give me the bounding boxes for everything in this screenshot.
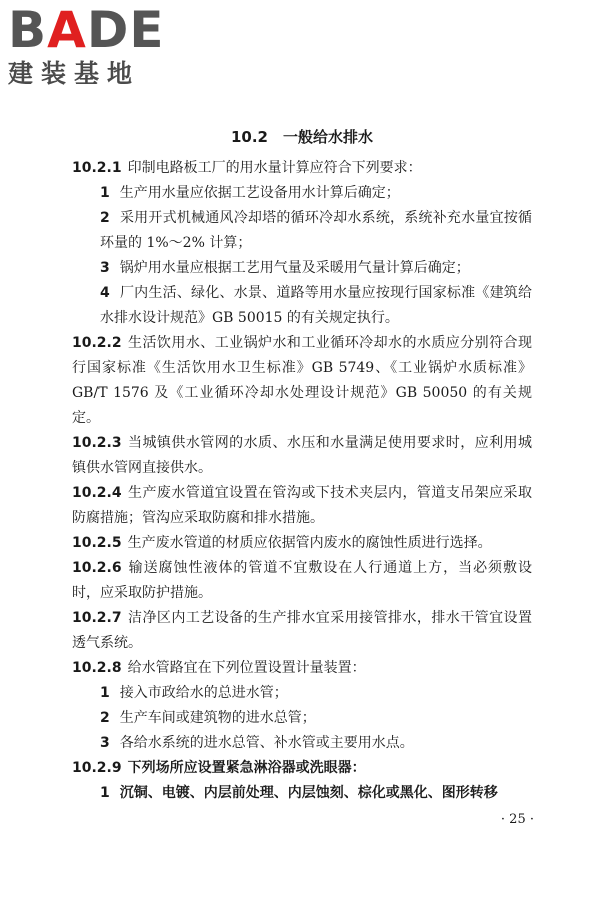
logo-wordmark-de: DE [86, 1, 165, 59]
list-item [72, 181, 532, 206]
item-text: 生产用水量应依据工艺设备用水计算后确定； [119, 185, 400, 201]
item-text: 锅炉用水量应根据工艺用气量及采暖用气量计算后确定； [119, 260, 470, 276]
clause-10-2-3 [72, 431, 532, 481]
clause-10-2-9 [72, 756, 532, 781]
clause-text: 生活饮用水、工业锅炉水和工业循环冷却水的水质应分别符合现行国家标准《生活饮用水卫生标准》GB 5749、《工业锅炉水质标准》GB/T 1576 及《工业循环冷却水处理设计规范》GB 50050 的有关规定。 [72, 335, 532, 426]
clause-10-2-7 [72, 606, 532, 656]
item-number: 2 [100, 210, 110, 226]
clause-number: 10.2.3 [72, 435, 122, 451]
clause-number: 10.2.6 [72, 560, 122, 576]
logo-wordmark-a: A [47, 1, 87, 59]
clause-10-2-1 [72, 156, 532, 181]
clause-10-2-5 [72, 531, 532, 556]
list-item [72, 781, 532, 806]
clause-10-2-6 [72, 556, 532, 606]
item-text: 厂内生活、绿化、水景、道路等用水量应按现行国家标准《建筑给水排水设计规范》GB 50015 的有关规定执行。 [100, 285, 532, 326]
document-body [72, 126, 532, 806]
clause-number: 10.2.8 [72, 660, 122, 676]
list-item [72, 256, 532, 281]
item-text: 采用开式机械通风冷却塔的循环冷却水系统，系统补充水量宜按循环量的 1%～2% 计算； [100, 210, 532, 251]
item-number: 3 [100, 260, 110, 276]
clause-text: 生产废水管道宜设置在管沟或下技术夹层内，管道支吊架应采取防腐措施；管沟应采取防腐和排水措施。 [72, 485, 532, 526]
clause-text: 印制电路板工厂的用水量计算应符合下列要求： [127, 160, 422, 176]
clause-text: 当城镇供水管网的水质、水压和水量满足使用要求时，应利用城镇供水管网直接供水。 [72, 435, 532, 476]
clause-text: 下列场所应设置紧急淋浴器或洗眼器： [127, 760, 366, 776]
list-item [72, 731, 532, 756]
clause-10-2-4 [72, 481, 532, 531]
clause-number: 10.2.1 [72, 160, 122, 176]
page-number: · 25 · [500, 812, 534, 827]
item-text: 生产车间或建筑物的进水总管； [119, 710, 316, 726]
clause-number: 10.2.7 [72, 610, 122, 626]
item-number: 4 [100, 285, 110, 301]
clause-10-2-2 [72, 331, 532, 431]
item-number: 1 [100, 785, 110, 801]
clause-text: 洁净区内工艺设备的生产排水宜采用接管排水，排水干管宜设置透气系统。 [72, 610, 532, 651]
clause-number: 10.2.2 [72, 335, 122, 351]
item-number: 1 [100, 185, 110, 201]
logo-subtitle: 建装基地 [8, 59, 141, 88]
item-text: 各给水系统的进水总管、补水管或主要用水点。 [119, 735, 414, 751]
clause-number: 10.2.5 [72, 535, 122, 551]
logo-wordmark [8, 1, 178, 59]
clause-text: 给水管路宜在下列位置设置计量装置： [127, 660, 366, 676]
clause-number: 10.2.9 [72, 760, 122, 776]
item-number: 3 [100, 735, 110, 751]
list-item [72, 706, 532, 731]
clause-10-2-8 [72, 656, 532, 681]
list-item [72, 681, 532, 706]
brand-logo [8, 1, 178, 94]
list-item [72, 281, 532, 331]
list-item [72, 206, 532, 256]
clause-number: 10.2.4 [72, 485, 122, 501]
section-title: 10.2 一般给水排水 [230, 128, 373, 146]
logo-wordmark-b: B [8, 1, 48, 59]
clause-text: 生产废水管道的材质应依据管内废水的腐蚀性质进行选择。 [127, 535, 492, 551]
item-number: 2 [100, 710, 110, 726]
item-number: 1 [100, 685, 110, 701]
item-text: 接入市政给水的总进水管； [119, 685, 288, 701]
item-text: 沉铜、电镀、内层前处理、内层蚀刻、棕化或黑化、图形转移 [119, 785, 498, 801]
clause-text: 输送腐蚀性液体的管道不宜敷设在人行通道上方，当必须敷设时，应采取防护措施。 [72, 560, 532, 601]
